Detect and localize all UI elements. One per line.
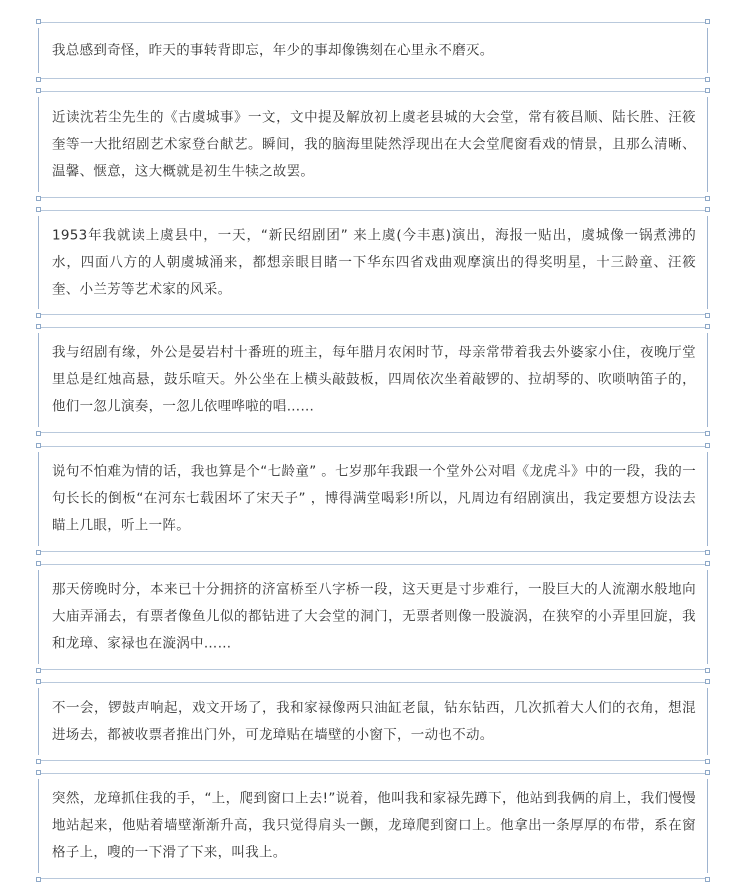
paragraph-card xyxy=(36,210,710,315)
corner-square-icon xyxy=(36,207,41,212)
corner-square-icon xyxy=(36,877,41,882)
card-top-rule xyxy=(40,22,706,23)
card-right-rule xyxy=(707,779,708,873)
corner-square-icon xyxy=(705,88,710,93)
paragraph-text: 突然，龙璋抓住我的手，“上，爬到窗口上去!”说着，他叫我和家禄先蹲下，他站到我俩的肩上，我们慢慢地站起来，他贴着墙壁渐渐升高，我只觉得肩头一颤，龙璋爬到窗口上。他拿出一条厚厚的布带，系在窗格子上，嗖的一下滑了下来，叫我上。 xyxy=(52,790,696,861)
card-top-rule xyxy=(40,210,706,211)
card-bottom-rule xyxy=(40,760,706,761)
corner-square-icon xyxy=(36,770,41,775)
corner-square-icon xyxy=(705,324,710,329)
paragraph-card xyxy=(36,327,710,433)
card-right-rule xyxy=(707,452,708,546)
card-bottom-rule xyxy=(40,669,706,670)
corner-square-icon xyxy=(36,443,41,448)
corner-square-icon xyxy=(705,679,710,684)
card-bottom-rule xyxy=(40,551,706,552)
card-right-rule xyxy=(707,216,708,309)
corner-square-icon xyxy=(36,679,41,684)
corner-square-icon xyxy=(705,668,710,673)
paragraph-text: 近读沈若尘先生的《古虞城事》一文，文中提及解放初上虞老县城的大会堂，常有筱昌顺、陆长胜、汪筱奎等一大批绍剧艺术家登台献艺。瞬间，我的脑海里陡然浮现出在大会堂爬窗看戏的情景，且那么清晰、温馨、惬意，这大概就是初生牛犊之故罢。 xyxy=(52,109,696,179)
paragraph-text: 说句不怕难为情的话，我也算是个“七龄童” 。七岁那年我跟一个堂外公对唱《龙虎斗》中的一段，我的一句长长的倒板“在河东七载困坏了宋天子” ，博得满堂喝彩!所以，凡周边有绍剧演出，我定要想方设法去瞄上几眼，听上一阵。 xyxy=(52,463,696,534)
card-left-rule xyxy=(38,452,39,546)
corner-square-icon xyxy=(705,443,710,448)
corner-square-icon xyxy=(705,77,710,82)
corner-square-icon xyxy=(705,431,710,436)
paragraph-text: 那天傍晚时分，本来已十分拥挤的济富桥至八字桥一段，这天更是寸步难行，一股巨大的人流潮水般地向大庙弄涌去，有票者像鱼儿似的都钻进了大会堂的洞门，无票者则像一股漩涡，在狭窄的小弄里回旋，我和龙璋、家禄也在漩涡中…… xyxy=(52,581,696,652)
paragraph-card xyxy=(36,564,710,670)
card-left-rule xyxy=(38,570,39,664)
card-right-rule xyxy=(707,688,708,755)
corner-square-icon xyxy=(36,561,41,566)
card-left-rule xyxy=(38,216,39,309)
card-bottom-rule xyxy=(40,78,706,79)
paragraph-card xyxy=(36,91,710,198)
corner-square-icon xyxy=(36,196,41,201)
corner-square-icon xyxy=(36,431,41,436)
card-left-rule xyxy=(38,688,39,755)
corner-square-icon xyxy=(705,196,710,201)
corner-square-icon xyxy=(36,668,41,673)
corner-square-icon xyxy=(36,759,41,764)
corner-square-icon xyxy=(36,324,41,329)
paragraph-card xyxy=(36,22,710,79)
card-top-rule xyxy=(40,773,706,774)
corner-square-icon xyxy=(705,759,710,764)
card-bottom-rule xyxy=(40,314,706,315)
card-left-rule xyxy=(38,333,39,427)
corner-square-icon xyxy=(36,19,41,24)
paragraph-text: 不一会，锣鼓声响起，戏文开场了，我和家禄像两只油缸老鼠，钻东钻西，几次抓着大人们的衣角，想混进场去，都被收票者推出门外，可龙璋贴在墙壁的小窗下，一动也不动。 xyxy=(52,699,696,743)
corner-square-icon xyxy=(705,19,710,24)
corner-square-icon xyxy=(36,313,41,318)
corner-square-icon xyxy=(705,770,710,775)
card-top-rule xyxy=(40,682,706,683)
paragraph-card xyxy=(36,682,710,761)
card-left-rule xyxy=(38,28,39,73)
card-left-rule xyxy=(38,97,39,192)
card-right-rule xyxy=(707,97,708,192)
card-top-rule xyxy=(40,446,706,447)
paragraph-card xyxy=(36,773,710,879)
corner-square-icon xyxy=(36,77,41,82)
card-right-rule xyxy=(707,570,708,664)
corner-square-icon xyxy=(705,877,710,882)
card-bottom-rule xyxy=(40,432,706,433)
paragraph-text: 我与绍剧有缘，外公是晏岩村十番班的班主，每年腊月农闲时节，母亲常带着我去外婆家小住，夜晚厅堂里总是红烛高悬，鼓乐喧天。外公坐在上横头敲鼓板，四周依次坐着敲锣的、拉胡琴的、吹唢呐笛子的，他们一忽儿演奏，一忽儿依哩哗啦的唱…… xyxy=(52,344,696,415)
corner-square-icon xyxy=(705,550,710,555)
card-right-rule xyxy=(707,28,708,73)
card-right-rule xyxy=(707,333,708,427)
paragraph-text: 1953年我就读上虞县中，一天，“新民绍剧团” 来上虞(今丰惠)演出，海报一贴出，虞城像一锅煮沸的水，四面八方的人朝虞城涌来，都想亲眼目睹一下华东四省戏曲观摩演出的得奖明星，十三龄童、汪筱奎、小兰芳等艺术家的风采。 xyxy=(52,227,696,297)
corner-square-icon xyxy=(36,88,41,93)
corner-square-icon xyxy=(36,550,41,555)
card-top-rule xyxy=(40,91,706,92)
paragraph-text: 我总感到奇怪，昨天的事转背即忘，年少的事却像镌刻在心里永不磨灭。 xyxy=(52,42,494,58)
card-top-rule xyxy=(40,564,706,565)
paragraph-card xyxy=(36,446,710,552)
corner-square-icon xyxy=(705,313,710,318)
corner-square-icon xyxy=(705,207,710,212)
card-bottom-rule xyxy=(40,878,706,879)
card-top-rule xyxy=(40,327,706,328)
card-left-rule xyxy=(38,779,39,873)
card-bottom-rule xyxy=(40,197,706,198)
corner-square-icon xyxy=(705,561,710,566)
